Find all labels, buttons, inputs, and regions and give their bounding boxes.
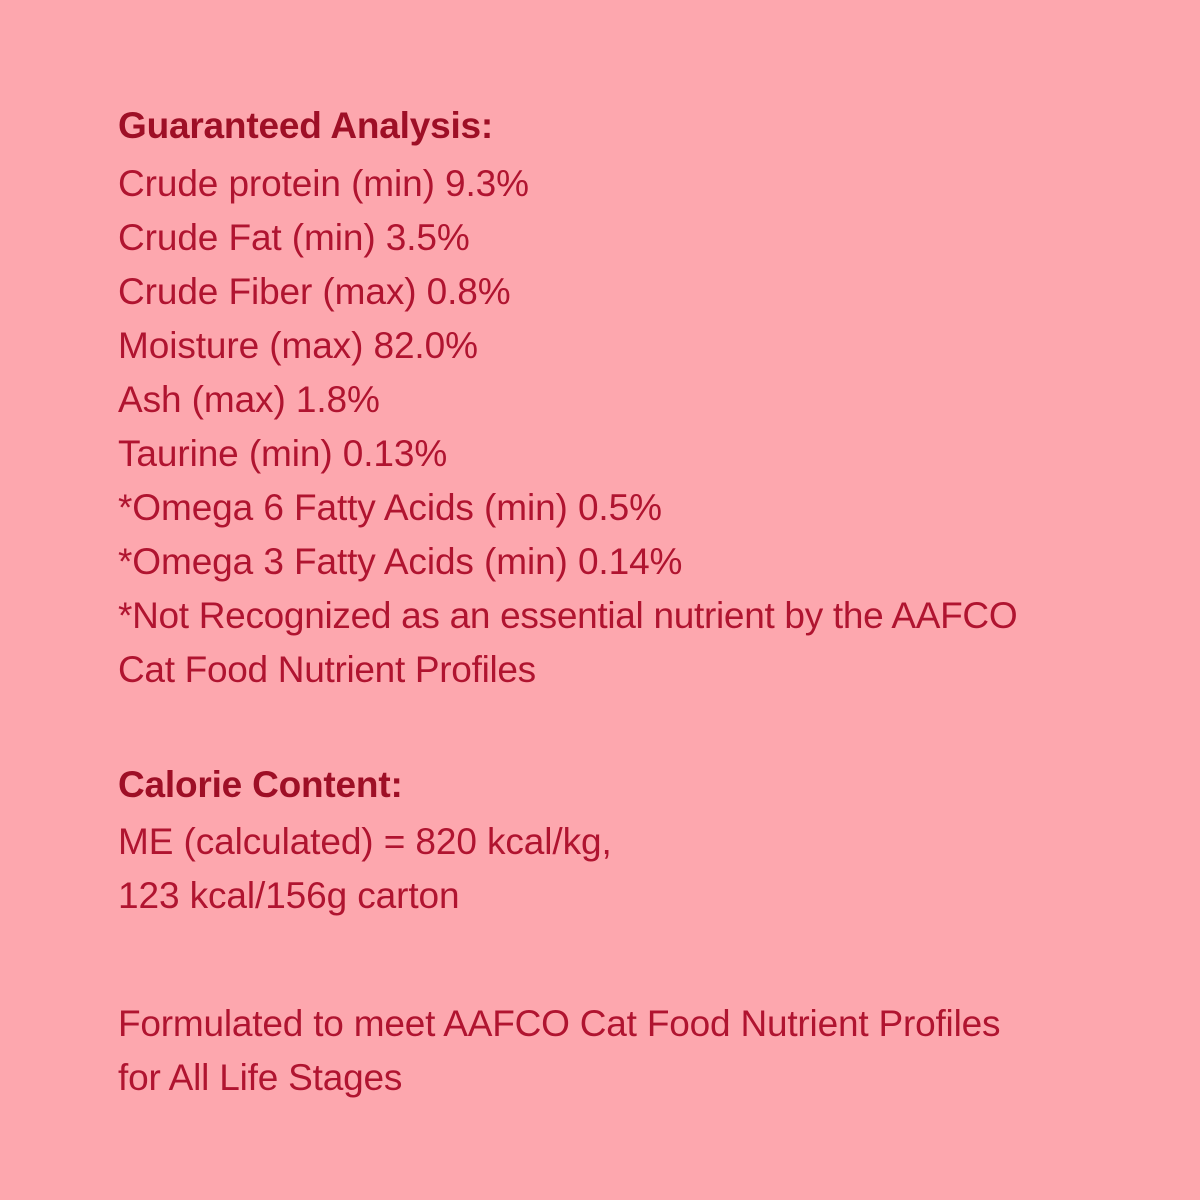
nutrient-row: Taurine (min) 0.13% bbox=[118, 432, 448, 474]
aafco-formulation-statement: Formulated to meet AAFCO Cat Food Nutrient Profiles for All Life Stages bbox=[118, 1003, 1001, 1099]
nutrient-row: Ash (max) 1.8% bbox=[118, 378, 380, 420]
section-spacer bbox=[118, 923, 1090, 997]
nutrient-row: *Omega 3 Fatty Acids (min) 0.14% bbox=[118, 540, 683, 582]
nutrient-row: Crude protein (min) 9.3% bbox=[118, 162, 529, 204]
guaranteed-analysis-section bbox=[118, 100, 1090, 697]
guaranteed-analysis-heading: Guaranteed Analysis: bbox=[118, 105, 494, 146]
aafco-footnote: *Not Recognized as an essential nutrient by the AAFCO Cat Food Nutrient Profiles bbox=[118, 594, 1018, 690]
nutrient-row: Crude Fat (min) 3.5% bbox=[118, 216, 470, 258]
nutrient-row: Moisture (max) 82.0% bbox=[118, 324, 478, 366]
calorie-row: 123 kcal/156g carton bbox=[118, 875, 460, 917]
nutrient-row: *Omega 6 Fatty Acids (min) 0.5% bbox=[118, 486, 662, 528]
nutrient-row: Crude Fiber (max) 0.8% bbox=[118, 270, 511, 312]
calorie-row: ME (calculated) = 820 kcal/kg, bbox=[118, 821, 612, 863]
calorie-content-heading: Calorie Content: bbox=[118, 763, 403, 805]
calorie-content-section bbox=[118, 759, 1090, 924]
section-spacer bbox=[118, 697, 1090, 759]
